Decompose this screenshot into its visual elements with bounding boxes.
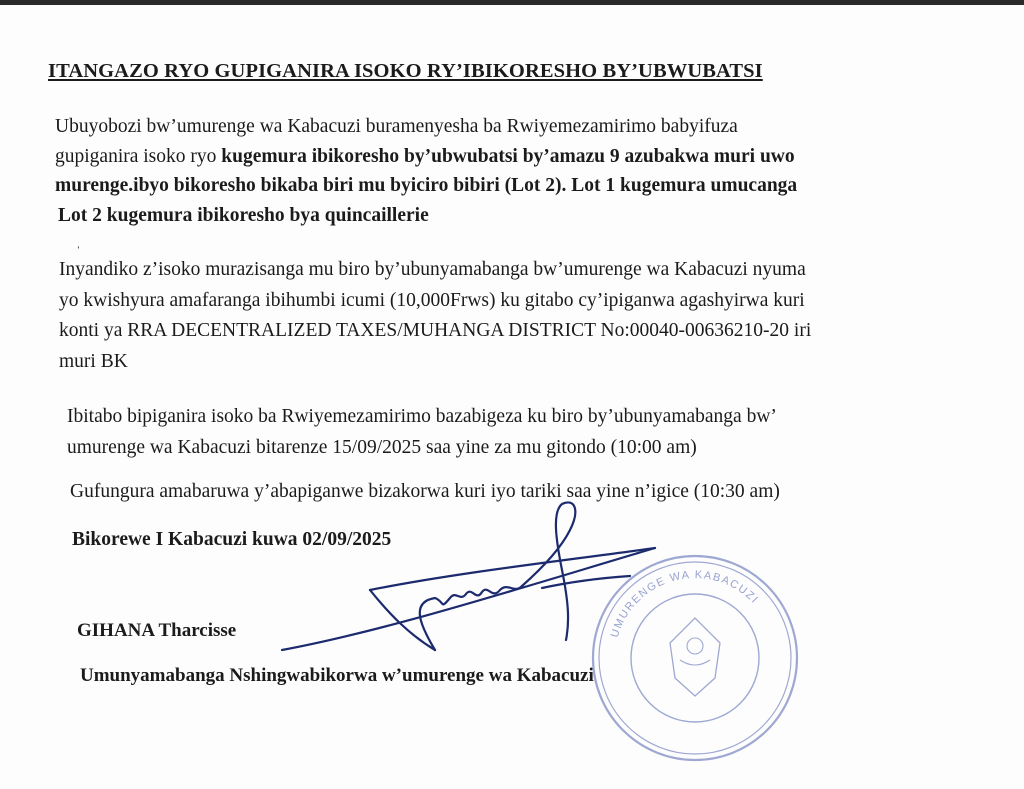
pen-mark: ˈ [76, 245, 81, 260]
paragraph-line: murenge.ibyo bikoresho bikaba biri mu byiciro bibiri (Lot 2). Lot 1 kugemura umucanga [55, 175, 798, 196]
paragraph-line [55, 142, 797, 172]
paragraph-documents [59, 255, 811, 377]
signer-title: Umunyamabanga Nshingwabikorwa w’umurenge wa Kabacuzi [80, 665, 594, 686]
paragraph-tender-notice [55, 112, 797, 230]
paragraph-line: konti ya RRA DECENTRALIZED TAXES/MUHANGA DISTRICT No:00040-00636210-20 iri [59, 320, 812, 341]
paragraph-line: Ubuyobozi bw’umurenge wa Kabacuzi buramenyesha ba Rwiyemezamirimo babyifuza [55, 116, 738, 137]
paragraph-line: Ibitabo bipiganira isoko ba Rwiyemezamirimo bazabigeza ku biro by’ubunyamabanga bw’ [67, 406, 777, 427]
paragraph-opening: Gufungura amabaruwa y’abapiganwe bizakorwa kuri iyo tariki saa yine n’igice (10:30 am) [70, 481, 780, 502]
paragraph-submission [67, 401, 777, 463]
paragraph-line: Lot 2 kugemura ibikoresho bya quincaillerie [58, 204, 429, 226]
document-title: ITANGAZO RYO GUPIGANIRA ISOKO RY’IBIKORESHO BY’UBWUBATSI [48, 60, 763, 82]
official-stamp [585, 548, 805, 773]
paragraph-line: yo kwishyura amafaranga ibihumbi icumi (10,000Frws) ku gitabo cy’ipiganwa agashyirwa kuri [59, 289, 805, 311]
line-text: gupiganira isoko ryo [55, 145, 222, 167]
signed-date-line: Bikorewe I Kabacuzi kuwa 02/09/2025 [72, 529, 392, 550]
signer-name: GIHANA Tharcisse [77, 620, 237, 641]
paragraph-line: Inyandiko z’isoko murazisanga mu biro by’ubunyamabanga bw’umurenge wa Kabacuzi nyuma [59, 259, 806, 280]
stamp-text: UMURENGE WA KABACUZI [608, 568, 761, 640]
bold-text: kugemura ibikoresho by’ubwubatsi by’amazu 9 azubakwa muri uwo [221, 145, 795, 167]
paragraph-line: muri BK [59, 350, 128, 372]
paragraph-line: umurenge wa Kabacuzi bitarenze 15/09/2025 saa yine za mu gitondo (10:00 am) [67, 437, 697, 458]
